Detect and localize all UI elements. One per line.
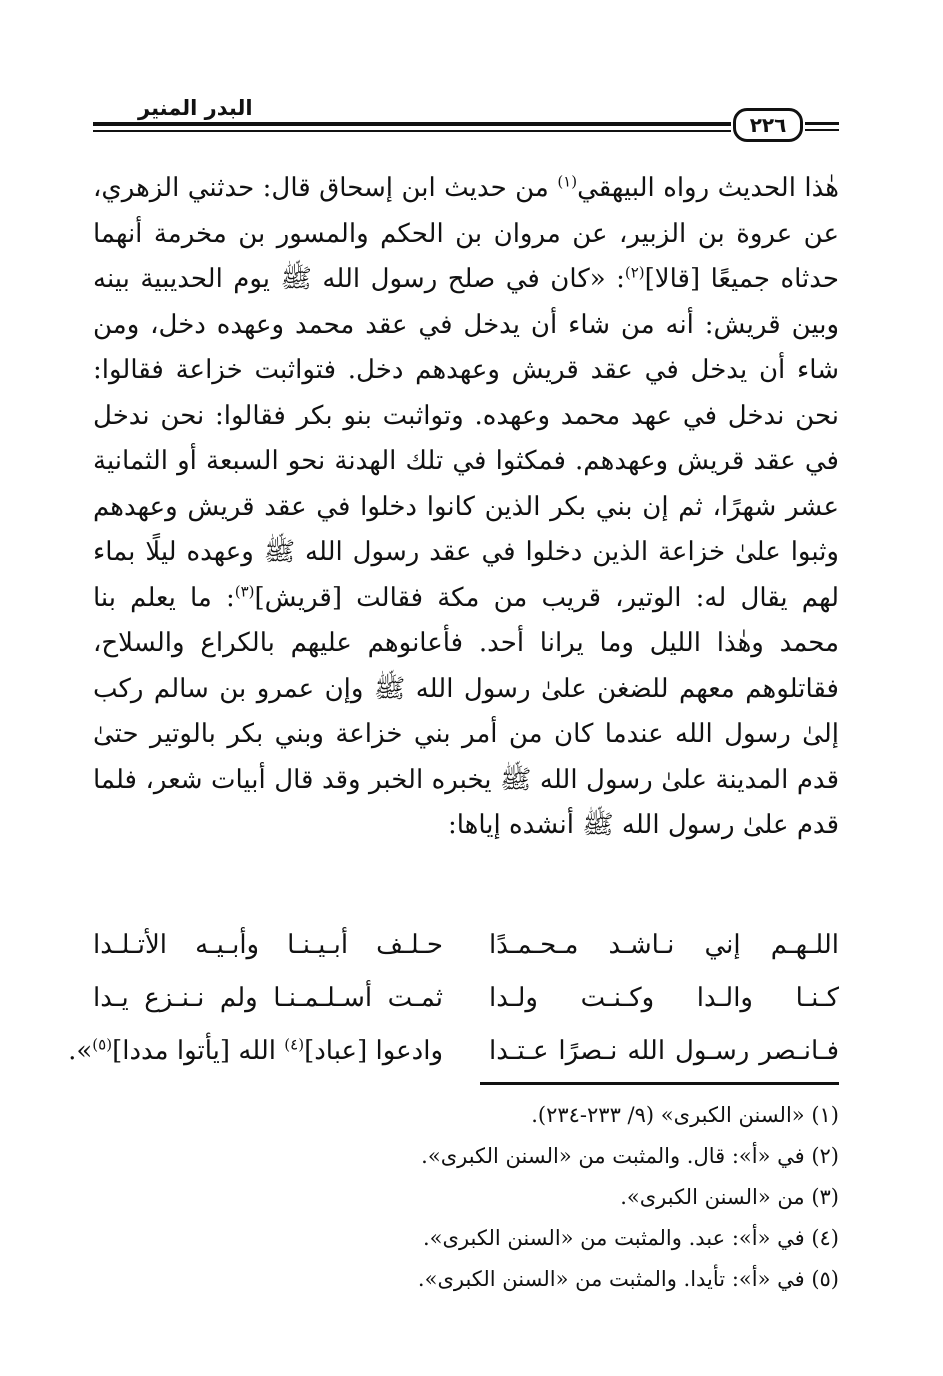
- footnote-ref-4: (٤): [284, 1034, 305, 1053]
- footnotes: [93, 1095, 839, 1300]
- footnote-item: (٤) في «أ»: عبد. والمثبت من «السنن الكبرى».: [422, 1226, 839, 1250]
- verse-second-hemistich: ثمـت أسـلـمـنـا ولم نـنـزع يـدا: [93, 982, 443, 1013]
- header-rule-thick: [93, 122, 731, 126]
- body-text-part-2: من حديث ابن إسحاق قال: حدثني الزهري، عن عروة بن الزبير، عن مروان بن الحكم والمسور بن مخرمة أنهما حدثاه جميعًا [قالا]: [93, 173, 839, 294]
- running-title: البدر المنير: [138, 96, 253, 120]
- footnote-item: (٢) في «أ»: قال. والمثبت من «السنن الكبرى».: [421, 1144, 839, 1168]
- header-rule-thin: [93, 130, 731, 132]
- footnote-item: (٣) من «السنن الكبرى».: [620, 1185, 839, 1209]
- page-header: [93, 96, 839, 146]
- verse-second-hemistich: حـلـف أبـيـنـا وأبـيـه الأتـلـدا: [93, 929, 443, 960]
- footnote-item: (١) «السنن الكبرى» (٩/ ٢٣٣-٢٣٤).: [531, 1103, 839, 1127]
- footnote-ref-3: (٣): [234, 581, 255, 600]
- poem-verse: [68, 1024, 839, 1077]
- verse-first-hemistich: اللـهـم إني نـاشـد مـحـمـدًا: [489, 929, 839, 960]
- closing-quote: ».: [68, 1035, 93, 1066]
- verse-text: وادعوا [عباد]: [304, 1035, 443, 1066]
- header-rule-right-thin: [805, 129, 839, 131]
- body-paragraph: [93, 166, 839, 849]
- footnote-ref-2: (٢): [624, 263, 645, 282]
- poem: [68, 918, 839, 1077]
- body-text-part-1: هٰذا الحديث رواه البيهقي: [577, 173, 839, 203]
- footnote-separator: [480, 1082, 839, 1085]
- footnote-item: (٥) في «أ»: تأيدا. والمثبت من «السنن الكبرى».: [417, 1267, 839, 1291]
- header-rule-right-thick: [805, 122, 839, 125]
- poem-verse: [93, 918, 839, 971]
- body-text-part-4: : ما يعلم بنا محمد وهٰذا الليل وما يرانا أحد. فأعانوهم عليهم بالكراع والسلاح، فقاتلوهم معهم للضغن علىٰ رسول الله ﷺ وإن عمرو بن سالم ركب إلىٰ رسول الله عندما كان من أمر بني خزاعة وبني بكر بالوتير حتىٰ قدم المدينة علىٰ رسول الله ﷺ يخبره الخبر وقد قال أبيات شعر، فلما قدم علىٰ رسول الله ﷺ أنشده إياها:: [93, 582, 839, 840]
- verse-first-hemistich: فـانـصر رسـول الله نـصرًا عـتـدا: [489, 1035, 839, 1066]
- verse-first-hemistich: كـنـا والـدا وكـنـت ولـدا: [489, 982, 839, 1013]
- page-number: ٢٢٦: [733, 108, 803, 142]
- footnote-ref-1: (١): [557, 172, 578, 191]
- poem-verse: [93, 971, 839, 1024]
- verse-second-hemistich: [68, 1034, 443, 1066]
- footnote-ref-5: (٥): [92, 1034, 113, 1053]
- body-text-part-3: : «كان في صلح رسول الله ﷺ يوم الحديبية بينه وبين قريش: أنه من شاء أن يدخل في عقد محمد وعهده دخل، ومن شاء أن يدخل في عقد قريش وعهدهم دخل. فتواثبت خزاعة فقالوا: نحن ندخل في عهد محمد وعهده. وتواثبت بنو بكر فقالوا: نحن ندخل في عقد قريش وعهدهم. فمكثوا في تلك الهدنة نحو السبعة أو الثمانية عشر شهرًا، ثم إن بني بكر الذين كانوا دخلوا في عقد قريش وعهدهم وثبوا علىٰ خزاعة الذين دخلوا في عقد رسول الله ﷺ وعهده ليلًا بماء لهم يقال له: الوتير، قريب من مكة فقالت [قريش]: [93, 264, 839, 613]
- verse-text: الله [يأتوا مددا]: [112, 1035, 285, 1066]
